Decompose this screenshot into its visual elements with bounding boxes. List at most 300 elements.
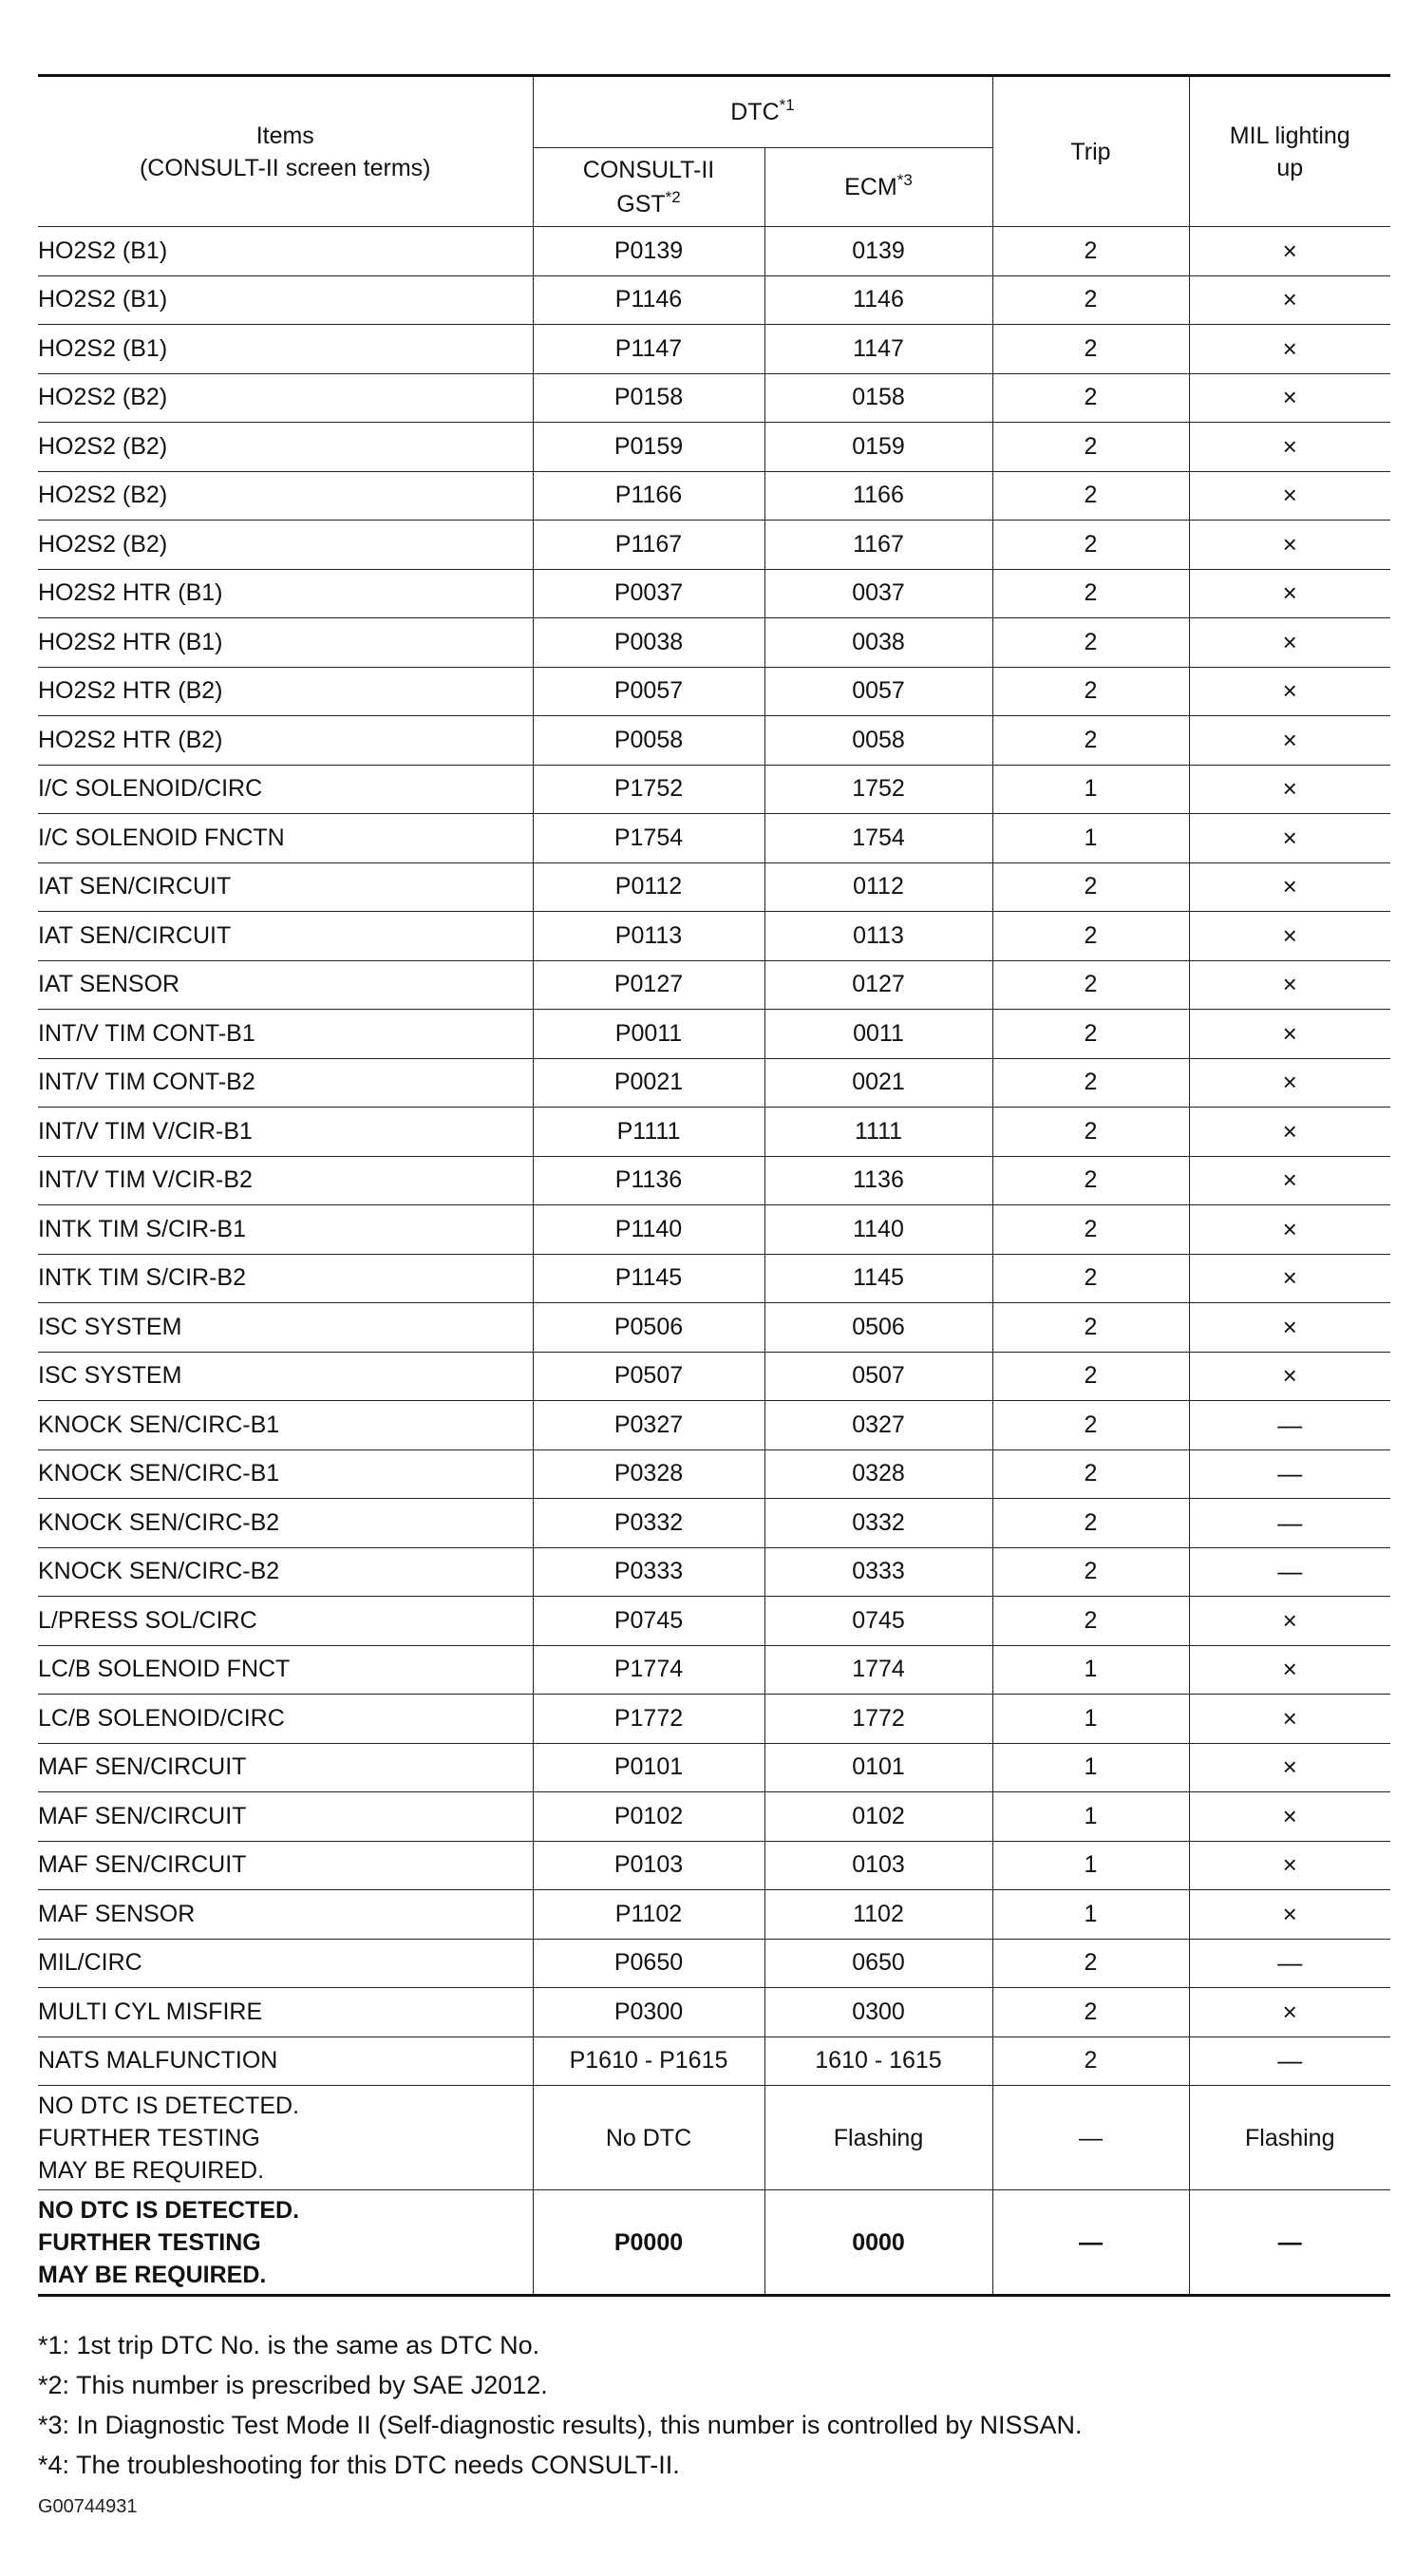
cell-item-text: INT/V TIM CONT-B1 — [38, 1019, 255, 1047]
cell-ecm — [764, 1108, 992, 1157]
footnote-4: *4: The troubleshooting for this DTC needs CONSULT-II. — [38, 2451, 680, 2479]
cell-trip — [992, 1205, 1189, 1255]
cell-ecm — [764, 1010, 992, 1059]
cell-item — [38, 1743, 533, 1792]
cell-mil-text: × — [1282, 383, 1297, 412]
cell-ecm-text: 0300 — [852, 1998, 905, 2025]
cell-ecm-text: 0112 — [853, 873, 904, 900]
cell-item — [38, 765, 533, 814]
cell-item — [38, 1597, 533, 1646]
cell-ecm — [764, 2190, 992, 2296]
cell-trip — [992, 423, 1189, 472]
cell-mil-text: × — [1282, 1801, 1297, 1830]
cell-ecm — [764, 1547, 992, 1597]
cell-mil — [1189, 912, 1390, 961]
cell-ecm — [764, 765, 992, 814]
cell-consult-gst-text: P1145 — [614, 1264, 683, 1292]
cell-ecm — [764, 1890, 992, 1940]
cell-consult-gst-text: P1774 — [613, 1656, 684, 1683]
cell-ecm-text: 0332 — [852, 1508, 905, 1536]
cell-item — [38, 1939, 533, 1988]
cell-mil — [1189, 569, 1390, 618]
cell-item-line: MAY BE REQUIRED. — [38, 2261, 267, 2288]
cell-ecm-text: 0103 — [852, 1851, 905, 1879]
cell-item — [38, 325, 533, 374]
cell-item-text: HO2S2 (B2) — [38, 530, 168, 558]
cell-item — [38, 227, 533, 276]
cell-item-text: MIL/CIRC — [38, 1949, 142, 1977]
header-mil — [1189, 76, 1390, 227]
cell-item-text: IAT SENSOR — [38, 971, 180, 998]
cell-mil — [1189, 325, 1390, 374]
cell-consult-gst-text: No DTC — [605, 2124, 692, 2151]
cell-trip — [992, 1939, 1189, 1988]
cell-trip-text: 2 — [1084, 334, 1098, 362]
footnote-3: *3: In Diagnostic Test Mode II (Self-diagnostic results), this number is controlled by NISSAN. — [38, 2411, 1083, 2439]
table-row — [38, 569, 1390, 618]
cell-trip-text: 1 — [1084, 1851, 1098, 1879]
cell-consult-gst-text: P1772 — [613, 1704, 684, 1732]
cell-item — [38, 618, 533, 668]
cell-mil-text: × — [1282, 1312, 1297, 1341]
header-mil-line2: up — [1276, 154, 1304, 181]
cell-item-text: HO2S2 HTR (B2) — [38, 726, 223, 753]
cell-mil — [1189, 1890, 1390, 1940]
cell-trip-text: 2 — [1084, 286, 1098, 313]
cell-trip — [992, 862, 1189, 912]
cell-item — [38, 912, 533, 961]
cell-item — [38, 1841, 533, 1890]
cell-ecm-text: 1145 — [853, 1264, 904, 1292]
cell-consult-gst-text: P0102 — [613, 1802, 684, 1829]
table-row — [38, 667, 1390, 716]
cell-item-text: MAF SENSOR — [38, 1900, 196, 1927]
table-row — [38, 1547, 1390, 1597]
cell-ecm — [764, 862, 992, 912]
cell-mil — [1189, 1597, 1390, 1646]
cell-mil-text: × — [1282, 481, 1297, 510]
cell-item — [38, 1254, 533, 1303]
header-consult-line2: GST — [616, 191, 666, 218]
cell-ecm-text: 0057 — [852, 677, 905, 705]
cell-consult-gst-text: P1752 — [613, 775, 684, 803]
cell-trip — [992, 2190, 1189, 2296]
table-row — [38, 1254, 1390, 1303]
cell-trip-text: 2 — [1084, 1166, 1098, 1194]
cell-item — [38, 1010, 533, 1059]
table-row — [38, 1205, 1390, 1255]
cell-trip-text: 2 — [1084, 677, 1098, 705]
cell-mil-text: × — [1282, 1018, 1297, 1048]
cell-trip — [992, 716, 1189, 766]
cell-trip-text: 2 — [1084, 1362, 1098, 1390]
cell-mil — [1189, 2190, 1390, 2296]
cell-trip-text: 2 — [1084, 1264, 1098, 1292]
cell-ecm — [764, 1401, 992, 1450]
cell-trip-text: 2 — [1084, 873, 1098, 900]
cell-trip — [992, 1743, 1189, 1792]
cell-consult-gst — [533, 1449, 764, 1499]
cell-trip-text: 2 — [1084, 1411, 1098, 1438]
cell-mil-text: × — [1282, 285, 1297, 314]
cell-trip — [992, 1010, 1189, 1059]
cell-consult-gst — [533, 814, 764, 863]
cell-mil — [1189, 1156, 1390, 1205]
cell-consult-gst — [533, 1010, 764, 1059]
cell-consult-gst — [533, 1303, 764, 1353]
cell-consult-gst-text: P0159 — [613, 432, 684, 460]
cell-ecm-text: 1754 — [852, 824, 905, 851]
table-row — [38, 275, 1390, 325]
cell-trip — [992, 1645, 1189, 1695]
cell-consult-gst — [533, 2086, 764, 2190]
cell-trip — [992, 1254, 1189, 1303]
cell-consult-gst-text: P1610 - P1615 — [569, 2047, 728, 2074]
cell-ecm-text: 0650 — [852, 1949, 905, 1977]
cell-consult-gst-text: P0103 — [613, 1851, 684, 1879]
cell-trip-text: 2 — [1084, 2047, 1098, 2074]
cell-item-text: MULTI CYL MISFIRE — [38, 1998, 263, 2025]
cell-item-text: LC/B SOLENOID/CIRC — [38, 1704, 285, 1732]
table-row — [38, 1988, 1390, 2037]
cell-item-line: NO DTC IS DETECTED. — [38, 2092, 300, 2119]
cell-ecm — [764, 471, 992, 521]
table-row — [38, 1303, 1390, 1353]
cell-consult-gst-text: P0127 — [613, 971, 684, 998]
cell-mil-text: × — [1282, 1605, 1297, 1635]
cell-trip — [992, 1156, 1189, 1205]
cell-item — [38, 1205, 533, 1255]
cell-trip — [992, 227, 1189, 276]
cell-consult-gst — [533, 1205, 764, 1255]
cell-ecm — [764, 667, 992, 716]
cell-trip — [992, 1499, 1189, 1548]
cell-mil — [1189, 1695, 1390, 1744]
cell-mil-text: × — [1282, 1214, 1297, 1243]
cell-trip-text: 2 — [1084, 628, 1098, 655]
cell-trip — [992, 1988, 1189, 2037]
table-row — [38, 618, 1390, 668]
header-items-line1: Items — [255, 122, 314, 149]
cell-consult-gst-text: P1136 — [614, 1166, 683, 1194]
cell-mil-text: × — [1282, 872, 1297, 901]
cell-mil-text: — — [1277, 2228, 1302, 2256]
cell-trip-text: 1 — [1084, 775, 1098, 803]
cell-mil-text: × — [1282, 1997, 1297, 2026]
cell-ecm — [764, 912, 992, 961]
cell-ecm-text: 1610 - 1615 — [815, 2047, 942, 2074]
cell-consult-gst-text: P0101 — [613, 1753, 684, 1781]
cell-item — [38, 960, 533, 1010]
header-ecm — [764, 148, 992, 227]
cell-consult-gst — [533, 423, 764, 472]
cell-consult-gst-text: P0507 — [613, 1362, 684, 1390]
cell-item — [38, 1303, 533, 1353]
cell-consult-gst — [533, 667, 764, 716]
cell-trip-text: 1 — [1084, 1704, 1098, 1732]
cell-mil — [1189, 1010, 1390, 1059]
cell-ecm-text: 0000 — [852, 2228, 905, 2256]
figure-code: G00744931 — [38, 2496, 138, 2517]
cell-mil — [1189, 2036, 1390, 2086]
cell-item — [38, 1695, 533, 1744]
dtc-table — [38, 74, 1390, 2297]
cell-mil — [1189, 862, 1390, 912]
cell-trip — [992, 1352, 1189, 1401]
cell-consult-gst-text: P0021 — [613, 1069, 684, 1096]
cell-consult-gst — [533, 1597, 764, 1646]
cell-mil — [1189, 521, 1390, 570]
cell-ecm-text: 0745 — [852, 1606, 905, 1634]
cell-mil-text: — — [1277, 1557, 1303, 1586]
cell-trip-text: 2 — [1084, 1069, 1098, 1096]
cell-item-text: HO2S2 (B1) — [38, 334, 168, 362]
cell-ecm-text: 1146 — [853, 286, 904, 313]
cell-consult-gst — [533, 1401, 764, 1450]
cell-mil-text: — — [1277, 1948, 1303, 1978]
cell-consult-gst-text: P1146 — [614, 286, 683, 313]
cell-mil — [1189, 667, 1390, 716]
cell-ecm — [764, 1988, 992, 2037]
cell-consult-gst-text: P0037 — [613, 579, 684, 607]
cell-item-text: LC/B SOLENOID FNCT — [38, 1656, 291, 1683]
cell-consult-gst-text: P0650 — [613, 1949, 684, 1977]
cell-trip — [992, 912, 1189, 961]
cell-trip — [992, 1841, 1189, 1890]
cell-consult-gst — [533, 1841, 764, 1890]
cell-trip-text: — — [1079, 2228, 1103, 2256]
cell-consult-gst — [533, 1499, 764, 1548]
cell-trip — [992, 471, 1189, 521]
cell-item — [38, 862, 533, 912]
table-row-no-dtc — [38, 2086, 1390, 2190]
cell-consult-gst-text: P1140 — [614, 1215, 683, 1242]
cell-item-text: KNOCK SEN/CIRC-B1 — [38, 1460, 280, 1487]
cell-mil-text: × — [1282, 1165, 1297, 1195]
cell-ecm — [764, 814, 992, 863]
cell-ecm-text: 0127 — [852, 971, 905, 998]
cell-ecm-text: 0159 — [852, 432, 905, 460]
dtc-table-body — [38, 227, 1390, 2296]
cell-trip — [992, 521, 1189, 570]
cell-ecm-text: 0058 — [852, 726, 905, 753]
cell-ecm — [764, 1841, 992, 1890]
cell-ecm-text: 0113 — [853, 921, 904, 949]
cell-mil — [1189, 1058, 1390, 1108]
cell-mil-text: × — [1282, 627, 1297, 656]
cell-ecm-text: 0327 — [852, 1411, 905, 1438]
cell-mil-text: — — [1277, 1410, 1303, 1439]
table-row — [38, 814, 1390, 863]
cell-mil — [1189, 1449, 1390, 1499]
cell-mil-text: × — [1282, 1703, 1297, 1733]
cell-ecm-text: 0011 — [853, 1019, 904, 1047]
cell-trip — [992, 960, 1189, 1010]
cell-item-text: MAF SEN/CIRCUIT — [38, 1753, 247, 1781]
cell-ecm — [764, 2036, 992, 2086]
cell-item — [38, 2086, 533, 2190]
cell-mil-text: × — [1282, 1263, 1297, 1293]
cell-trip-text: 2 — [1084, 432, 1098, 460]
header-dtc — [533, 76, 992, 148]
cell-mil — [1189, 960, 1390, 1010]
cell-mil — [1189, 1352, 1390, 1401]
cell-item-text: IAT SEN/CIRCUIT — [38, 921, 232, 949]
cell-mil-text: × — [1282, 333, 1297, 363]
cell-trip — [992, 275, 1189, 325]
cell-item-line: FURTHER TESTING — [38, 2124, 260, 2151]
table-row — [38, 1010, 1390, 1059]
cell-trip — [992, 1547, 1189, 1597]
cell-consult-gst — [533, 862, 764, 912]
cell-item-text: I/C SOLENOID/CIRC — [38, 775, 263, 803]
cell-trip-text: 2 — [1084, 530, 1098, 558]
table-row — [38, 521, 1390, 570]
cell-item-text: IAT SEN/CIRCUIT — [38, 873, 232, 900]
cell-consult-gst-text: P0332 — [613, 1508, 684, 1536]
cell-trip — [992, 1449, 1189, 1499]
cell-item — [38, 373, 533, 423]
cell-item — [38, 716, 533, 766]
cell-mil-text: × — [1282, 920, 1297, 950]
cell-item — [38, 1352, 533, 1401]
cell-trip-text: 1 — [1084, 824, 1098, 851]
cell-ecm — [764, 1205, 992, 1255]
cell-consult-gst-text: P0327 — [613, 1411, 684, 1438]
cell-mil-text: — — [1277, 2046, 1303, 2075]
cell-ecm — [764, 1792, 992, 1842]
header-consult-gst — [533, 148, 764, 227]
header-consult-sup: *2 — [665, 188, 681, 206]
cell-mil — [1189, 1108, 1390, 1157]
cell-trip — [992, 1890, 1189, 1940]
cell-item — [38, 569, 533, 618]
table-row — [38, 765, 1390, 814]
cell-ecm — [764, 1058, 992, 1108]
table-row — [38, 716, 1390, 766]
cell-consult-gst — [533, 1988, 764, 2037]
table-row — [38, 1352, 1390, 1401]
cell-item-text: L/PRESS SOL/CIRC — [38, 1606, 257, 1634]
cell-trip-text: 1 — [1084, 1753, 1098, 1781]
cell-mil — [1189, 471, 1390, 521]
cell-item-text: ISC SYSTEM — [38, 1362, 182, 1390]
cell-item-text: MAF SEN/CIRCUIT — [38, 1851, 247, 1879]
cell-mil-text: × — [1282, 529, 1297, 559]
cell-consult-gst — [533, 1939, 764, 1988]
cell-mil-text: × — [1282, 1655, 1297, 1684]
header-mil-line1: MIL lighting — [1229, 122, 1350, 149]
cell-ecm — [764, 1499, 992, 1548]
cell-mil-text: — — [1277, 1507, 1303, 1537]
cell-ecm-text: 0038 — [852, 628, 905, 655]
cell-ecm-text: 0021 — [852, 1069, 905, 1096]
cell-mil — [1189, 1988, 1390, 2037]
table-row-no-dtc — [38, 2190, 1390, 2296]
cell-item-text: I/C SOLENOID FNCTN — [38, 824, 285, 851]
cell-ecm-text: 0507 — [852, 1362, 905, 1390]
cell-item-line: NO DTC IS DETECTED. — [38, 2196, 300, 2224]
cell-item-text: INT/V TIM V/CIR-B2 — [38, 1166, 253, 1194]
cell-trip-text: 2 — [1084, 1606, 1098, 1634]
cell-trip — [992, 373, 1189, 423]
cell-trip-text: 2 — [1084, 1313, 1098, 1340]
table-row — [38, 1108, 1390, 1157]
cell-consult-gst-text: P0328 — [613, 1460, 684, 1487]
cell-consult-gst-text: P0158 — [613, 384, 684, 411]
cell-item — [38, 1890, 533, 1940]
cell-mil-text: × — [1282, 1850, 1297, 1880]
header-ecm-sup: *3 — [896, 171, 913, 189]
cell-mil-text: Flashing — [1245, 2124, 1335, 2151]
cell-mil — [1189, 1645, 1390, 1695]
cell-consult-gst — [533, 1156, 764, 1205]
cell-ecm-text: 0328 — [852, 1460, 905, 1487]
cell-item — [38, 521, 533, 570]
cell-item — [38, 423, 533, 472]
cell-trip — [992, 569, 1189, 618]
cell-consult-gst — [533, 1743, 764, 1792]
table-row — [38, 1597, 1390, 1646]
cell-trip — [992, 325, 1189, 374]
cell-trip-text: 2 — [1084, 579, 1098, 607]
cell-mil — [1189, 227, 1390, 276]
cell-trip — [992, 814, 1189, 863]
cell-mil — [1189, 1499, 1390, 1548]
cell-item-text: HO2S2 (B2) — [38, 482, 168, 509]
cell-ecm-text: 0506 — [852, 1313, 905, 1340]
cell-item — [38, 1988, 533, 2037]
cell-consult-gst — [533, 618, 764, 668]
cell-consult-gst — [533, 716, 764, 766]
cell-item — [38, 667, 533, 716]
cell-ecm-text: 0333 — [852, 1558, 905, 1585]
cell-item — [38, 814, 533, 863]
cell-trip — [992, 1792, 1189, 1842]
cell-consult-gst — [533, 1645, 764, 1695]
cell-mil — [1189, 275, 1390, 325]
cell-trip — [992, 2036, 1189, 2086]
cell-mil-text: × — [1282, 970, 1297, 999]
cell-trip-text: 2 — [1084, 921, 1098, 949]
cell-item-text: INT/V TIM V/CIR-B1 — [38, 1117, 253, 1145]
cell-mil — [1189, 2086, 1390, 2190]
table-row — [38, 1645, 1390, 1695]
table-row — [38, 1939, 1390, 1988]
table-row — [38, 1695, 1390, 1744]
cell-mil-text: × — [1282, 1752, 1297, 1782]
cell-item-text: KNOCK SEN/CIRC-B1 — [38, 1411, 280, 1438]
cell-mil-text: × — [1282, 774, 1297, 804]
table-row — [38, 227, 1390, 276]
cell-item-text: INTK TIM S/CIR-B2 — [38, 1264, 247, 1292]
table-row — [38, 423, 1390, 472]
footnote-2: *2: This number is prescribed by SAE J2012. — [38, 2371, 548, 2399]
cell-trip-text: 2 — [1084, 1998, 1098, 2025]
cell-mil-text: × — [1282, 431, 1297, 461]
cell-ecm — [764, 1352, 992, 1401]
cell-consult-gst — [533, 2190, 764, 2296]
cell-ecm — [764, 1449, 992, 1499]
cell-mil-text: — — [1277, 1459, 1303, 1488]
cell-consult-gst-text: P0000 — [613, 2228, 684, 2256]
cell-item — [38, 1449, 533, 1499]
cell-ecm — [764, 1645, 992, 1695]
cell-consult-gst — [533, 2036, 764, 2086]
cell-consult-gst-text: P0506 — [613, 1313, 684, 1340]
cell-mil-text: × — [1282, 578, 1297, 608]
cell-ecm — [764, 275, 992, 325]
